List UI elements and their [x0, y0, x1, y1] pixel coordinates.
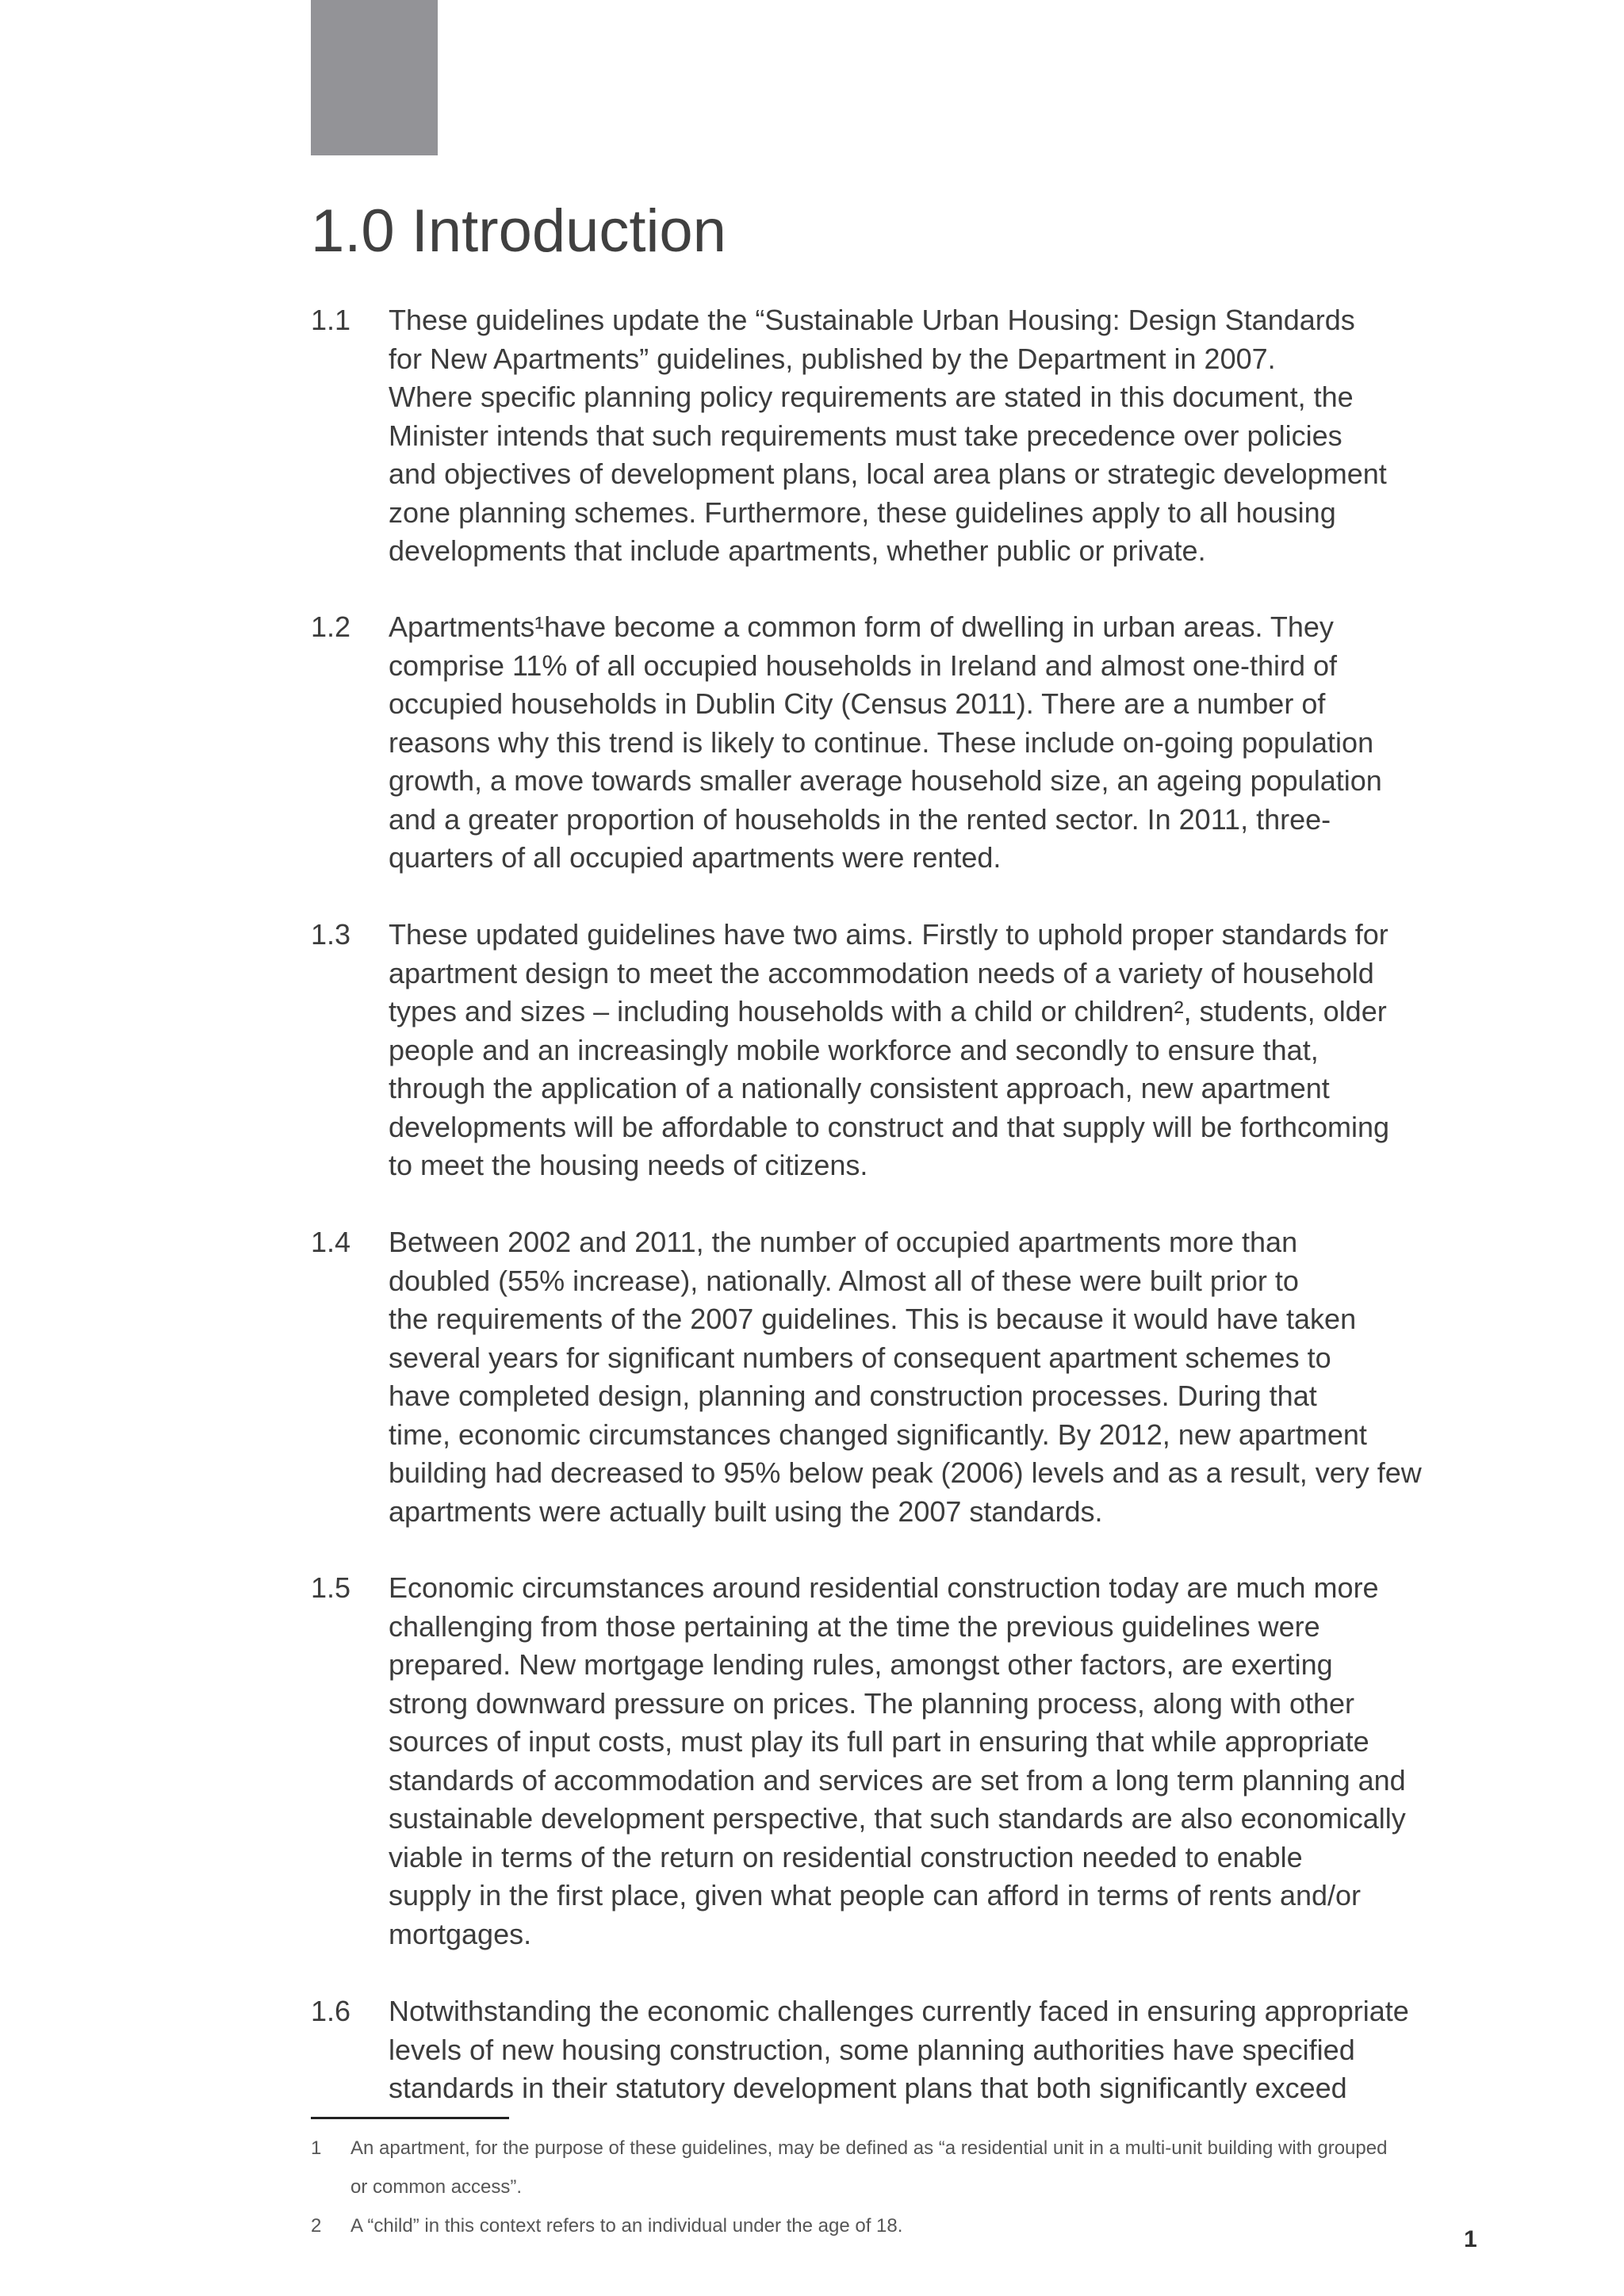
- text-line: have completed design, planning and construction processes. During that: [389, 1380, 1317, 1412]
- text-line: Minister intends that such requirements must take precedence over policies: [389, 419, 1342, 452]
- text-line: doubled (55% increase), nationally. Almost all of these were built prior to: [389, 1264, 1299, 1297]
- section-number: 1.3: [311, 918, 351, 951]
- text-line: comprise 11% of all occupied households in Ireland and almost one-third of: [389, 649, 1338, 682]
- footnote-number: 2: [311, 2215, 322, 2237]
- text-line: Apartments¹have become a common form of dwelling in urban areas. They: [389, 610, 1334, 643]
- text-line: Where specific planning policy requirements are stated in this document, the: [389, 381, 1354, 413]
- text-line: mortgages.: [389, 1917, 532, 1950]
- text-line: sources of input costs, must play its full part in ensuring that while appropriate: [389, 1725, 1369, 1758]
- section-number: 1.6: [311, 1995, 351, 2027]
- footnote-body: [350, 2129, 1387, 2206]
- text-line: apartment design to meet the accommodation needs of a variety of household: [389, 956, 1374, 989]
- footnote-line: or common access”.: [350, 2176, 523, 2198]
- text-line: strong downward pressure on prices. The planning process, along with other: [389, 1686, 1355, 1720]
- section-number: 1.5: [311, 1571, 351, 1604]
- text-line: growth, a move towards smaller average household size, an ageing population: [389, 764, 1382, 797]
- section-number: 1.4: [311, 1226, 351, 1258]
- section-number: 1.1: [311, 304, 351, 336]
- page-number: 1: [1464, 2226, 1477, 2252]
- text-line: building had decreased to 95% below peak (2006) levels and as a result, very few: [389, 1456, 1422, 1489]
- text-line: levels of new housing construction, some planning authorities have specified: [389, 2033, 1355, 2066]
- text-line: viable in terms of the return on residential construction needed to enable: [389, 1840, 1303, 1873]
- text-line: the requirements of the 2007 guidelines. This is because it would have taken: [389, 1303, 1357, 1335]
- text-line: time, economic circumstances changed significantly. By 2012, new apartment: [389, 1418, 1367, 1451]
- section-body: [389, 1223, 1422, 1531]
- section-body: [389, 301, 1387, 571]
- text-line: to meet the housing needs of citizens.: [389, 1149, 868, 1181]
- text-line: occupied households in Dublin City (Census 2011). There are a number of: [389, 687, 1326, 720]
- text-line: challenging from those pertaining at the time the previous guidelines were: [389, 1609, 1320, 1643]
- text-line: supply in the first place, given what people can afford in terms of rents and/or: [389, 1879, 1362, 1911]
- section-number: 1.2: [311, 610, 351, 643]
- section-body: [389, 1569, 1406, 1954]
- text-line: and objectives of development plans, local area plans or strategic development: [389, 457, 1387, 490]
- text-line: types and sizes – including households with a child or children², students, older: [389, 995, 1387, 1027]
- text-line: These guidelines update the “Sustainable Urban Housing: Design Standards: [389, 304, 1355, 336]
- text-line: standards in their statutory development plans that both significantly exceed: [389, 2072, 1347, 2104]
- text-line: quarters of all occupied apartments were rented.: [389, 841, 1002, 874]
- text-line: people and an increasingly mobile workforce and secondly to ensure that,: [389, 1033, 1319, 1066]
- header-color-block: [311, 0, 438, 155]
- text-line: apartments were actually built using the 2007 standards.: [389, 1494, 1103, 1528]
- text-line: reasons why this trend is likely to continue. These include on-going population: [389, 725, 1374, 759]
- text-line: Economic circumstances around residential construction today are much more: [389, 1571, 1379, 1604]
- text-line: and a greater proportion of households in the rented sector. In 2011, three-: [389, 802, 1331, 836]
- text-line: through the application of a nationally consistent approach, new apartment: [389, 1072, 1330, 1104]
- text-line: Between 2002 and 2011, the number of occupied apartments more than: [389, 1226, 1298, 1258]
- text-line: developments will be affordable to construct and that supply will be forthcoming: [389, 1110, 1390, 1143]
- text-line: for New Apartments” guidelines, published by the Department in 2007.: [389, 342, 1276, 375]
- footnote-line: An apartment, for the purpose of these guidelines, may be defined as “a residential unit in a multi-unit building with grouped: [350, 2137, 1388, 2159]
- footnote-number: 1: [311, 2137, 322, 2159]
- text-line: Notwithstanding the economic challenges currently faced in ensuring appropriate: [389, 1995, 1409, 2027]
- text-line: standards of accommodation and services are set from a long term planning and: [389, 1763, 1406, 1797]
- footnote-line: A “child” in this context refers to an individual under the age of 18.: [350, 2215, 903, 2237]
- text-line: several years for significant numbers of consequent apartment schemes to: [389, 1341, 1331, 1374]
- text-line: zone planning schemes. Furthermore, these guidelines apply to all housing: [389, 496, 1336, 529]
- text-line: sustainable development perspective, that such standards are also economically: [389, 1802, 1406, 1835]
- text-line: These updated guidelines have two aims. Firstly to uphold proper standards for: [389, 918, 1388, 951]
- section-body: [389, 916, 1389, 1185]
- text-line: prepared. New mortgage lending rules, amongst other factors, are exerting: [389, 1648, 1333, 1681]
- page-title: 1.0 Introduction: [311, 197, 726, 265]
- section-body: [389, 1992, 1409, 2108]
- section-body: [389, 608, 1382, 878]
- footnote-body: [350, 2206, 902, 2245]
- text-line: developments that include apartments, whether public or private.: [389, 534, 1206, 567]
- footnote-divider: [311, 2117, 509, 2119]
